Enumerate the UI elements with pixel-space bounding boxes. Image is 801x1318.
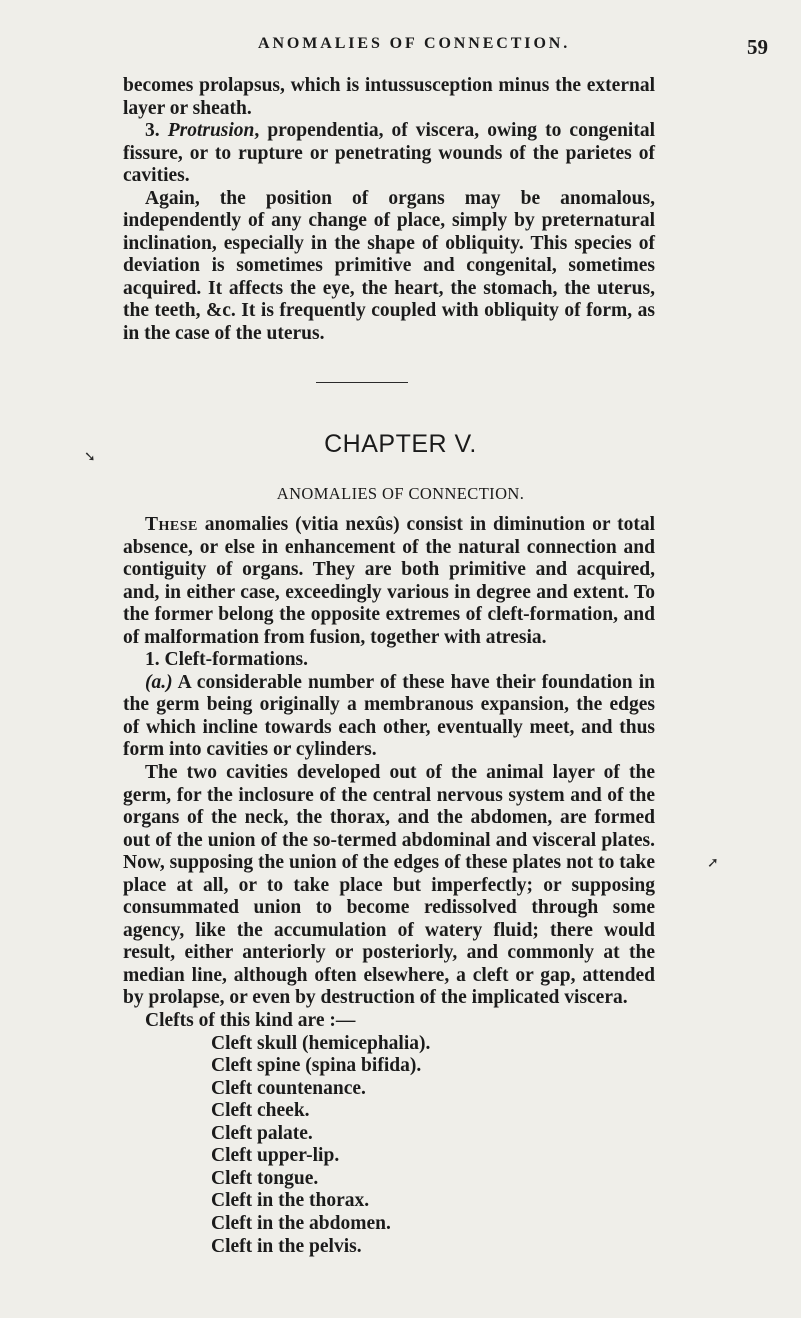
paragraph-clefts-kind: Clefts of this kind are :— xyxy=(145,1010,356,1032)
paragraph-protrusion xyxy=(123,120,655,188)
list-item: Cleft in the abdomen. xyxy=(211,1212,391,1234)
section-divider xyxy=(316,382,408,383)
italic-term: Protrusion xyxy=(167,120,255,142)
paragraph-text: A considerable number of these have their foundation in the germ being originally a membranous expansion, the edges of which incline towards each other, eventually meet, and thus form into cavities or cylinders. xyxy=(123,671,655,761)
main-text-block xyxy=(123,514,655,1258)
top-text-block xyxy=(123,75,655,346)
paragraph-text: , propendentia, of viscera, owing to congenital fissure, or to rupture or penetrating wounds of the parietes of cavities. xyxy=(123,120,655,187)
item-number: 3. xyxy=(145,120,168,142)
list-item: Cleft cheek. xyxy=(211,1100,310,1122)
list-item: Cleft upper-lip. xyxy=(211,1145,340,1167)
chapter-title: ANOMALIES OF CONNECTION. xyxy=(276,484,525,503)
paragraph-membranous xyxy=(123,672,655,762)
list-item: Cleft spine (spina bifida). xyxy=(211,1055,422,1077)
lead-word: These xyxy=(145,514,198,535)
paragraph-intro xyxy=(123,514,655,649)
paragraph-position: Again, the position of organs may be anomalous, independently of any change of place, simply by preternatural inclination, especially in the shape of obliquity. This species of deviation is sometimes primitive and congenital, sometimes acquired. It affects the eye, the heart, the stomach, the uterus, the teeth, &c. It is frequently coupled with obliquity of form, as in the case of the uterus. xyxy=(123,187,655,345)
clefts-list xyxy=(123,1033,655,1258)
chapter-heading: CHAPTER V. xyxy=(324,430,477,458)
list-item: Cleft skull (hemicephalia). xyxy=(211,1032,431,1054)
running-head: ANOMALIES OF CONNECTION. xyxy=(258,35,571,52)
paragraph-two-cavities: The two cavities developed out of the animal layer of the germ, for the inclosure of the central nervous system and of the organs of the neck, the thorax, and the abdomen, are formed out of the union of the so-termed abdominal and visceral plates. Now, supposing the union of the edges of these plates not to take place at all, or to take place but imperfectly; or supposing consummated union to become redissolved through some agency, like the accumulation of watery fluid; there would result, either anteriorly or posteriorly, and commonly at the median line, although often elsewhere, a cleft or gap, attended by prolapse, or even by destruction of the implicated viscera. xyxy=(123,762,655,1009)
list-item: Cleft tongue. xyxy=(211,1167,319,1189)
list-item: Cleft palate. xyxy=(211,1122,313,1144)
stray-mark: ➚ xyxy=(707,855,719,871)
paragraph-cleft-formations: 1. Cleft-formations. xyxy=(145,649,308,671)
page-number: 59 xyxy=(747,35,768,59)
paragraph-text: anomalies (vitia nexûs) consist in diminution or total absence, or else in enhancement of the natural connection and contiguity of organs. They are both primitive and acquired, and, in either case, exceedingly various in degree and extent. To the former belong the opposite extremes of cleft-formation, and of malformation from fusion, together with atresia. xyxy=(123,514,655,648)
list-item: Cleft countenance. xyxy=(211,1077,366,1099)
list-item: Cleft in the thorax. xyxy=(211,1190,370,1212)
italic-label: (a.) xyxy=(145,671,173,693)
stray-mark: ➘ xyxy=(84,449,96,465)
list-item: Cleft in the pelvis. xyxy=(211,1235,362,1257)
paragraph-prolapsus: becomes prolapsus, which is intussusception minus the external layer or sheath. xyxy=(123,75,655,119)
